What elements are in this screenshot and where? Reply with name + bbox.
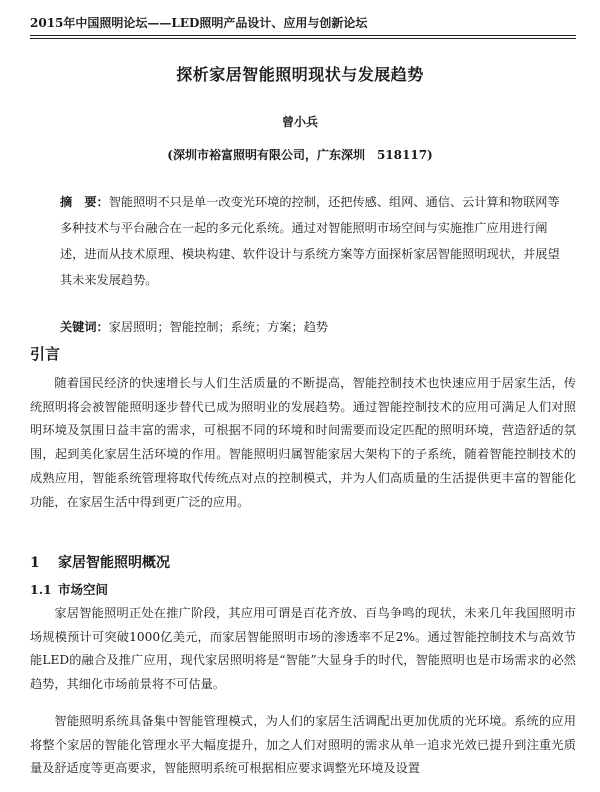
subsection-heading: [30, 580, 108, 598]
intro-paragraph: 随着国民经济的快速增长与人们生活质量的不断提高，智能控制技术也快速应用于居家生活，传统照明将会被智能照明逐步替代已成为照明业的发展趋势。通过智能控制技术的应用可满足人们对照明环境及氛围日益丰富的需求，可根据不同的环境和时间需要而设定匹配的照明环境，营造舒适的氛围，起到美化家居生活环境的作用。智能照明归属智能家居大架构下的子系统，随着智能控制技术的成熟应用，智能系统管理将取代传统点对点的控制模式，并为人们高质量的生活提供更丰富的智能化功能，在家居生活中得到更广泛的应用。: [30, 376, 576, 509]
intro-heading: 引言: [30, 345, 61, 363]
abstract: [60, 189, 560, 293]
paper-title: 探析家居智能照明现状与发展趋势: [176, 65, 424, 84]
section-title: 家居智能照明概况: [58, 555, 170, 571]
author-affiliation: (深圳市裕富照明有限公司，广东深圳 518117): [167, 148, 433, 162]
section-heading: [30, 552, 170, 572]
running-header: 2015年中国照明论坛——LED照明产品设计、应用与创新论坛: [30, 16, 368, 30]
header-rule-thin: [30, 38, 576, 39]
subsection-number: 1.1: [30, 582, 52, 597]
keywords-text: 家居照明；智能控制；系统；方案；趋势: [108, 320, 329, 334]
body-paragraph: 家居智能照明正处在推广阶段，其应用可谓是百花齐放、百鸟争鸣的现状，未来几年我国照明市场规模预计可突破1000亿美元，而家居智能照明市场的渗透率不足2%。通过智能控制技术与高效节能LED的融合及推广应用，现代家居照明将是“智能”大显身手的时代，智能照明也是市场需求的必然趋势，其细化市场前景将不可估量。: [30, 606, 576, 692]
abstract-text: 智能照明不只是单一改变光环境的控制，还把传感、组网、通信、云计算和物联网等多种技术与平台融合在一起的多元化系统。通过对智能照明市场空间与实施推广应用进行阐述，进而从技术原理、模块构建、软件设计与系统方案等方面探析家居智能照明现状，并展望其未来发展趋势。: [60, 195, 560, 287]
section-number: 1: [30, 555, 40, 571]
author-name: 曾小兵: [281, 115, 318, 129]
subsection-title: 市场空间: [58, 582, 109, 597]
keywords-label: 关键词：: [60, 320, 109, 334]
abstract-label: 摘 要：: [60, 195, 109, 209]
body-paragraph: 智能照明系统具备集中智能管理模式，为人们的家居生活调配出更加优质的光环境。系统的应用将整个家居的智能化管理水平大幅度提升，加之人们对照明的需求从单一追求光效已提升到注重光质量及舒适度等更高要求，智能照明系统可根据相应要求调整光环境及设置: [30, 714, 576, 776]
header-rule: [30, 35, 576, 36]
keywords: [60, 318, 560, 335]
